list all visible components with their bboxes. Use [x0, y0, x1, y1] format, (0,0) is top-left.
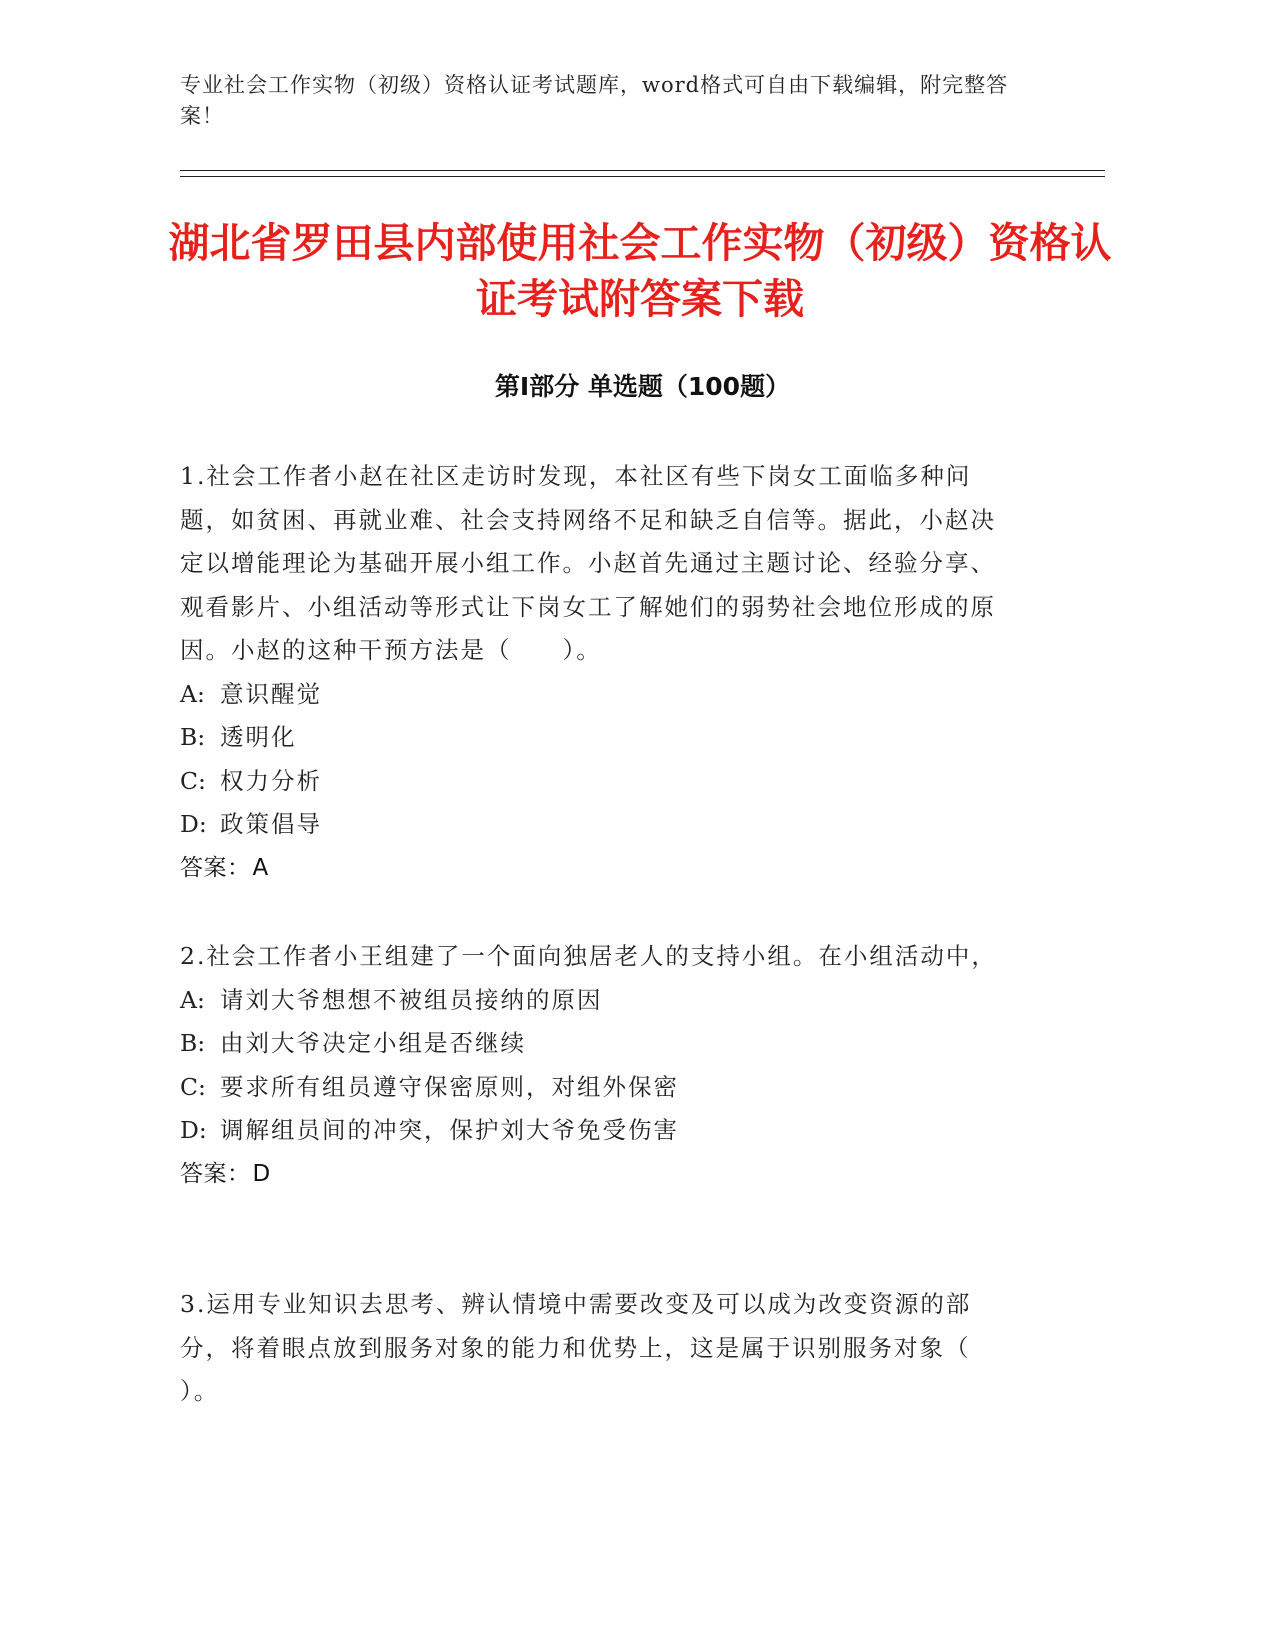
section-heading: 第Ⅰ部分 单选题（100题）	[494, 372, 791, 401]
option-letter: C:	[180, 766, 206, 795]
option-letter: A:	[180, 985, 205, 1014]
answer-value: A	[252, 854, 269, 881]
option-text: 由刘大爷决定小组是否继续	[220, 1029, 526, 1057]
option-text: 透明化	[220, 723, 297, 751]
answer-line	[180, 1153, 1015, 1197]
question-3	[180, 1283, 1015, 1414]
question-2	[180, 935, 1015, 1196]
option-letter: B:	[180, 1029, 206, 1057]
option-letter: D:	[180, 1116, 207, 1144]
option-text: 调解组员间的冲突，保护刘大爷免受伤害	[220, 1116, 679, 1144]
option-text: 请刘大爷想想不被组员接纳的原因	[220, 985, 603, 1014]
option-c	[180, 760, 1015, 804]
option-letter: C:	[180, 1072, 206, 1101]
option-b	[180, 716, 1015, 760]
option-d	[180, 1109, 1015, 1153]
option-text: 要求所有组员遵守保密原则，对组外保密	[220, 1072, 679, 1101]
answer-label: 答案：	[180, 854, 251, 881]
header-divider-bottom	[180, 176, 1105, 177]
option-c	[180, 1066, 1015, 1110]
option-text: 权力分析	[220, 766, 322, 795]
question-text: 1.社会工作者小赵在社区走访时发现，本社区有些下岗女工面临多种问题，如贫困、再就业难、社会支持网络不足和缺乏自信等。据此，小赵决定以增能理论为基础开展小组工作。小赵首先通过主题讨论、经验分享、观看影片、小组活动等形式让下岗女工了解她们的弱势社会地位形成的原因。小赵的这种干预方法是（ ）。	[180, 462, 996, 664]
answer-label: 答案：	[180, 1160, 251, 1187]
option-d	[180, 803, 1015, 847]
option-a	[180, 673, 1015, 717]
option-text: 政策倡导	[220, 810, 322, 838]
option-letter: B:	[180, 723, 206, 751]
answer-value: D	[252, 1160, 271, 1187]
option-b	[180, 1022, 1015, 1066]
question-1	[180, 455, 1015, 890]
header-note: 专业社会工作实物（初级）资格认证考试题库，word格式可自由下载编辑，附完整答案！	[180, 73, 1009, 128]
option-letter: A:	[180, 679, 205, 708]
document-title: 湖北省罗田县内部使用社会工作实物（初级）资格认证考试附答案下载	[168, 219, 1112, 323]
option-a	[180, 979, 1015, 1023]
option-letter: D:	[180, 810, 207, 838]
answer-line	[180, 847, 1015, 891]
question-text: 2.社会工作者小王组建了一个面向独居老人的支持小组。在小组活动中，	[180, 942, 997, 970]
option-text: 意识醒觉	[220, 679, 322, 708]
question-text: 3.运用专业知识去思考、辨认情境中需要改变及可以成为改变资源的部分，将着眼点放到服务对象的能力和优势上，这是属于识别服务对象（ ）。	[180, 1290, 972, 1405]
header-divider-top	[180, 170, 1105, 171]
